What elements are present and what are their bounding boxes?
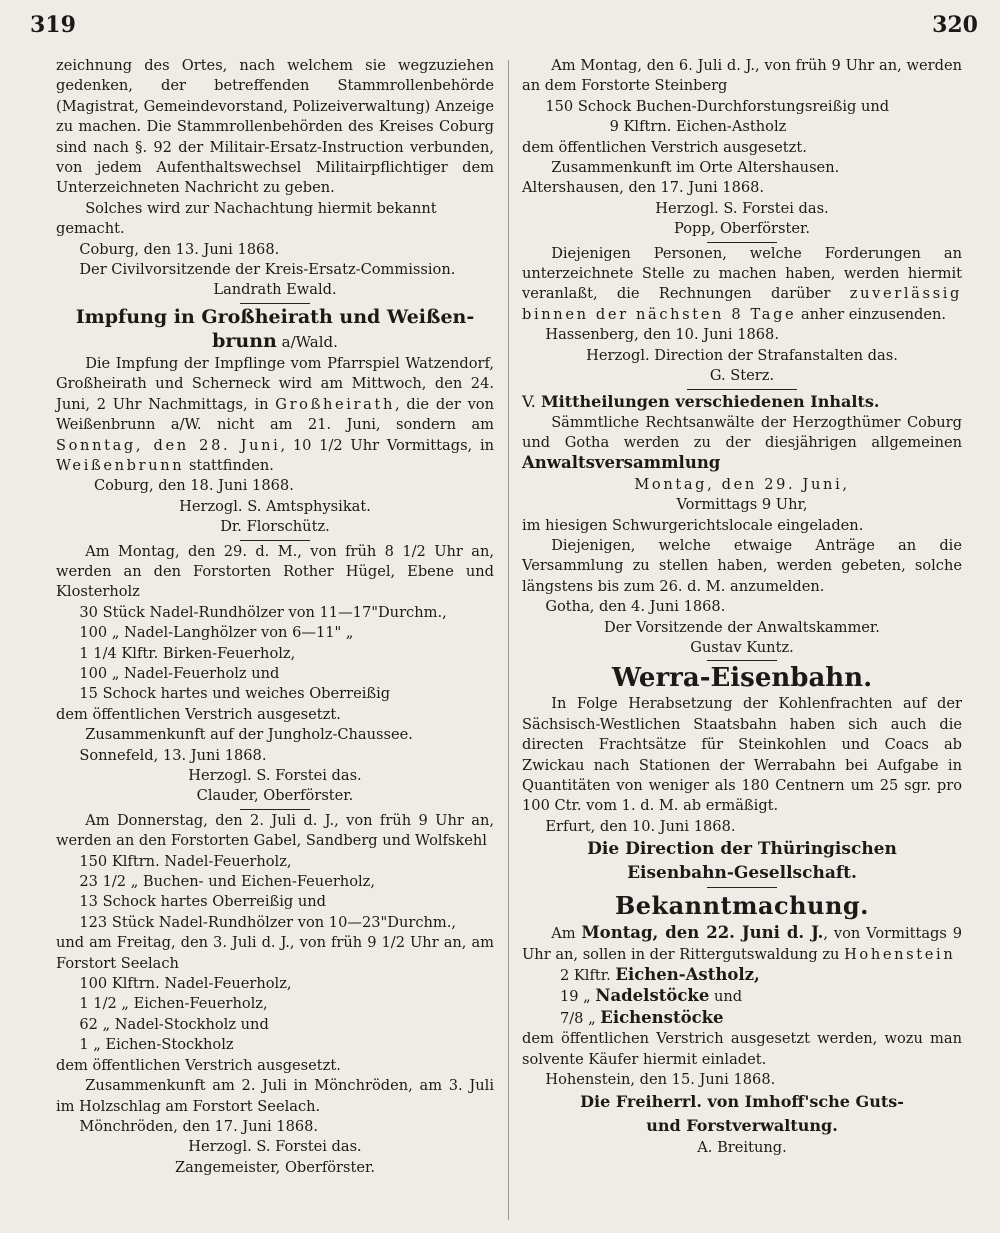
hassenberg-body-b: zuverlässig binnen der nächsten 8 Tage (522, 285, 962, 323)
impfung-title-suffix: a/Wald. (276, 332, 338, 351)
bekanntmachung-item-qty: 19 „ (559, 988, 596, 1006)
bekanntmachung-body-b: Montag, den 22. Juni d. J. (581, 923, 824, 943)
rother-huegel-item: 100 „ Nadel-Feuerholz und (79, 664, 280, 682)
anwalt-location: im hiesigen Schwurgerichtslocale eingeladen. (522, 516, 864, 534)
page-number-right: 320 (932, 12, 978, 38)
gabel-item: 1 1/2 „ Eichen-Feuerholz, (79, 995, 268, 1013)
werra-date: Erfurt, den 10. Juni 1868. (545, 817, 736, 835)
steinberg-note: dem öffentlichen Verstrich ausgesetzt. (522, 138, 807, 156)
hassenberg-date: Hassenberg, den 10. Juni 1868. (545, 326, 779, 344)
section-v-number: V. (522, 391, 541, 411)
page-number-left: 319 (30, 12, 76, 38)
gabel-item: 62 „ Nadel-Stockholz und (79, 1015, 269, 1033)
stammrolle-signature-name: Landrath Ewald. (213, 281, 337, 299)
steinberg-item: 150 Schock Buchen-Durchforstungsreißig und (545, 97, 890, 115)
rother-huegel-signature-name: Clauder, Oberförster. (196, 787, 354, 805)
hassenberg-signature-name: G. Sterz. (709, 367, 775, 385)
column-divider (508, 60, 509, 1220)
steinberg-signature-office: Herzogl. S. Forstei das. (655, 199, 829, 217)
bekanntmachung-item-suffix: und (709, 988, 743, 1006)
werra-signature-line1: Die Direction der Thüringischen (587, 839, 897, 860)
gabel-signature-name: Zangemeister, Oberförster. (174, 1158, 376, 1176)
rother-huegel-item: 15 Schock hartes und weiches Oberreißig (79, 685, 391, 703)
anwalt-signature-name: Gustav Kuntz. (690, 638, 794, 656)
stammrolle-text: zeichnung des Ortes, nach welchem sie wegzuziehen gedenken, der betreffenden Stammrollenbehörde (Magistrat, Gemeindevorstand, Polizeiverwaltung) Anzeige zu machen. Die Stammrollenbehörden des Kreises Coburg sind nach §. 92 der Militair-Ersatz-Instruction verbunden, von jedem Aufenthaltswechsel Militairpflichtiger dem Unterzeichneten Nachricht zu geben. (56, 57, 494, 197)
hassenberg-body-a: Diejenigen Personen, welche Forderungen an unterzeichnete Stelle zu machen haben, werden hiermit veranlaßt, die Rechnungen darüber (522, 244, 962, 303)
steinberg-item: 9 Klftrn. Eichen-Astholz (609, 118, 787, 136)
section-rule (707, 887, 777, 888)
werra-signature-line2: Eisenbahn-Gesellschaft. (627, 863, 857, 884)
anwalt-signature-office: Der Vorsitzende der Anwaltskammer. (604, 618, 880, 636)
impfung-body-d: Sonntag, den 28. Juni (56, 436, 281, 454)
anwalt-body-b: Anwaltsversammlung (522, 453, 721, 473)
bekanntmachung-item-name: Eichen-Astholz, (615, 965, 760, 985)
impfung-body-a: Die Impfung der Impflinge vom Pfarrspiel Watzendorf, Großheirath und Scherneck wird am Mittwoch, den 24. Juni, 2 Uhr Nachmittags, in (56, 354, 494, 413)
rother-huegel-date: Sonnefeld, 13. Juni 1868. (79, 746, 267, 764)
gabel-date: Mönchröden, den 17. Juni 1868. (79, 1117, 319, 1135)
gabel-item: 1 „ Eichen-Stockholz (79, 1036, 234, 1054)
gabel-note: dem öffentlichen Verstrich ausgesetzt. (56, 1056, 341, 1074)
left-column (56, 56, 494, 1178)
anwalt-body (522, 413, 962, 475)
hassenberg-body (522, 244, 962, 326)
bekanntmachung-title: Bekanntmachung. (615, 891, 869, 921)
impfung-body-g: stattfinden. (184, 456, 274, 474)
impfung-title-line1: Impfung in Großheirath und Weißen- (75, 305, 475, 328)
bekanntmachung-item-name: Nadelstöcke (595, 986, 710, 1006)
bekanntmachung-signature-line2: und Forstverwaltung. (646, 1116, 838, 1136)
rother-huegel-item: 30 Stück Nadel-Rundhölzer von 11—17"Durchm., (79, 603, 447, 621)
bekanntmachung-item-name: Eichenstöcke (600, 1007, 724, 1027)
rother-huegel-meeting: Zusammenkunft auf der Jungholz-Chaussee. (85, 726, 413, 744)
gabel-signature-office: Herzogl. S. Forstei das. (188, 1138, 362, 1156)
gabel-friday: und am Freitag, den 3. Juli d. J., von früh 9 1/2 Uhr an, am Forstort Seelach (56, 934, 494, 972)
anwalt-date: Gotha, den 4. Juni 1868. (545, 598, 726, 616)
bekanntmachung-body (522, 923, 962, 965)
impfung-body-e: , 10 1/2 Uhr Vormittags, in (280, 436, 495, 454)
steinberg-date: Altershausen, den 17. Juni 1868. (522, 179, 765, 197)
impfung-body-b: Großheirath (275, 395, 396, 413)
gabel-intro: Am Donnerstag, den 2. Juli d. J., von früh 9 Uhr an, werden an den Forstorten Gabel, Sandberg und Wolfskehl (56, 811, 494, 850)
section-rule (240, 809, 310, 810)
bekanntmachung-item-qty: 7/8 „ (559, 1009, 601, 1027)
impfung-body-f: Weißenbrunn (56, 456, 185, 474)
bekanntmachung-signature-line1: Die Freiherrl. von Imhoff'sche Guts- (580, 1092, 904, 1112)
stammrolle-notice: Solches wird zur Nachachtung hiermit bekannt gemacht. (56, 199, 437, 238)
bekanntmachung-body-a: Am (551, 925, 582, 943)
anwalt-time-line: Vormittags 9 Uhr, (676, 496, 808, 514)
impfung-body (56, 354, 494, 476)
impfung-signature-office: Herzogl. S. Amtsphysikat. (179, 497, 371, 515)
impfung-body-c: , die der von Weißenbrunn a/W. nicht am 21. Juni, sondern am (56, 395, 494, 434)
impfung-title-line2 (56, 329, 494, 354)
stammrolle-date: Coburg, den 13. Juni 1868. (79, 240, 280, 258)
gabel-meeting: Zusammenkunft am 2. Juli in Mönchröden, am 3. Juli im Holzschlag am Forstort Seelach. (56, 1077, 494, 1115)
right-column (522, 56, 962, 1159)
bekanntmachung-item (522, 965, 962, 986)
gabel-item: 13 Schock hartes Oberreißig und (79, 893, 327, 911)
impfung-title-brunn: brunn (212, 329, 277, 352)
steinberg-signature-name: Popp, Oberförster. (673, 220, 811, 238)
hassenberg-signature-office: Herzogl. Direction der Strafanstalten das. (586, 346, 898, 364)
section-rule (687, 389, 797, 390)
rother-huegel-note: dem öffentlichen Verstrich ausgesetzt. (56, 705, 341, 723)
section-rule (240, 540, 310, 541)
section-rule (240, 303, 310, 304)
bekanntmachung-note: dem öffentlichen Verstrich ausgesetzt werden, wozu man solvente Käufer hiermit einladet. (522, 1030, 962, 1068)
section-v-title: Mittheilungen verschiedenen Inhalts. (540, 391, 880, 411)
impfung-date: Coburg, den 18. Juni 1868. (93, 477, 294, 495)
bekanntmachung-body-c: , von Vormittags 9 Uhr an, sollen in der Rittergutswaldung zu (522, 925, 962, 963)
rother-huegel-signature-office: Herzogl. S. Forstei das. (188, 767, 362, 784)
werra-body: In Folge Herabsetzung der Kohlenfrachten auf der Sächsisch-Westlichen Staatsbahn haben sich auch die directen Frachtsätze für Steinkohlen und Coacs ab Zwickau nach Stationen der Werrabahn bei Aufgabe in Quantitäten von weniger als 180 Centnern um 25 sgr. pro 100 Ctr. vom 1. d. M. ab ermäßigt. (522, 695, 962, 815)
stammrolle-signature-office: Der Civilvorsitzende der Kreis-Ersatz-Commission. (79, 261, 456, 279)
steinberg-meeting: Zusammenkunft im Orte Altershausen. (551, 159, 840, 177)
gabel-item: 100 Klftrn. Nadel-Feuerholz, (79, 975, 292, 993)
gabel-item: 150 Klftrn. Nadel-Feuerholz, (79, 852, 292, 870)
bekanntmachung-item-qty: 2 Klftr. (559, 967, 616, 985)
rother-huegel-intro: Am Montag, den 29. d. M., von früh 8 1/2 Uhr an, werden an den Forstorten Rother Hügel, Ebene und Klosterholz (56, 542, 494, 601)
anwalt-body-a: Sämmtliche Rechtsanwälte der Herzogthümer Coburg und Gotha werden zu der diesjährigen allgemeinen (522, 413, 962, 451)
section-rule (707, 242, 777, 243)
hassenberg-body-c: anher einzusenden. (796, 305, 947, 323)
bekanntmachung-item (522, 986, 962, 1007)
rother-huegel-item: 1 1/4 Klftr. Birken-Feuerholz, (79, 644, 296, 662)
anwalt-request: Diejenigen, welche etwaige Anträge an die Versammlung zu stellen haben, werden gebeten, solche längstens bis zum 26. d. M. anzumelden. (522, 536, 962, 595)
bekanntmachung-item (522, 1008, 962, 1029)
gabel-item: 23 1/2 „ Buchen- und Eichen-Feuerholz, (79, 873, 375, 891)
werra-title: Werra-Eisenbahn. (611, 663, 873, 694)
section-rule (707, 660, 777, 661)
gabel-item: 123 Stück Nadel-Rundhölzer von 10—23"Durchm., (79, 913, 457, 931)
rother-huegel-item: 100 „ Nadel-Langhölzer von 6—11" „ (79, 624, 354, 642)
bekanntmachung-date: Hohenstein, den 15. Juni 1868. (545, 1071, 776, 1089)
bekanntmachung-body-d: Hohenstein (844, 945, 956, 963)
anwalt-date-line: Montag, den 29. Juni, (634, 475, 850, 493)
impfung-signature-name: Dr. Florschütz. (220, 518, 330, 536)
bekanntmachung-signature-name: A. Breitung. (697, 1139, 787, 1157)
steinberg-intro: Am Montag, den 6. Juli d. J., von früh 9 Uhr an, werden an dem Forstorte Steinberg (522, 57, 962, 95)
section-v-heading (522, 391, 962, 413)
